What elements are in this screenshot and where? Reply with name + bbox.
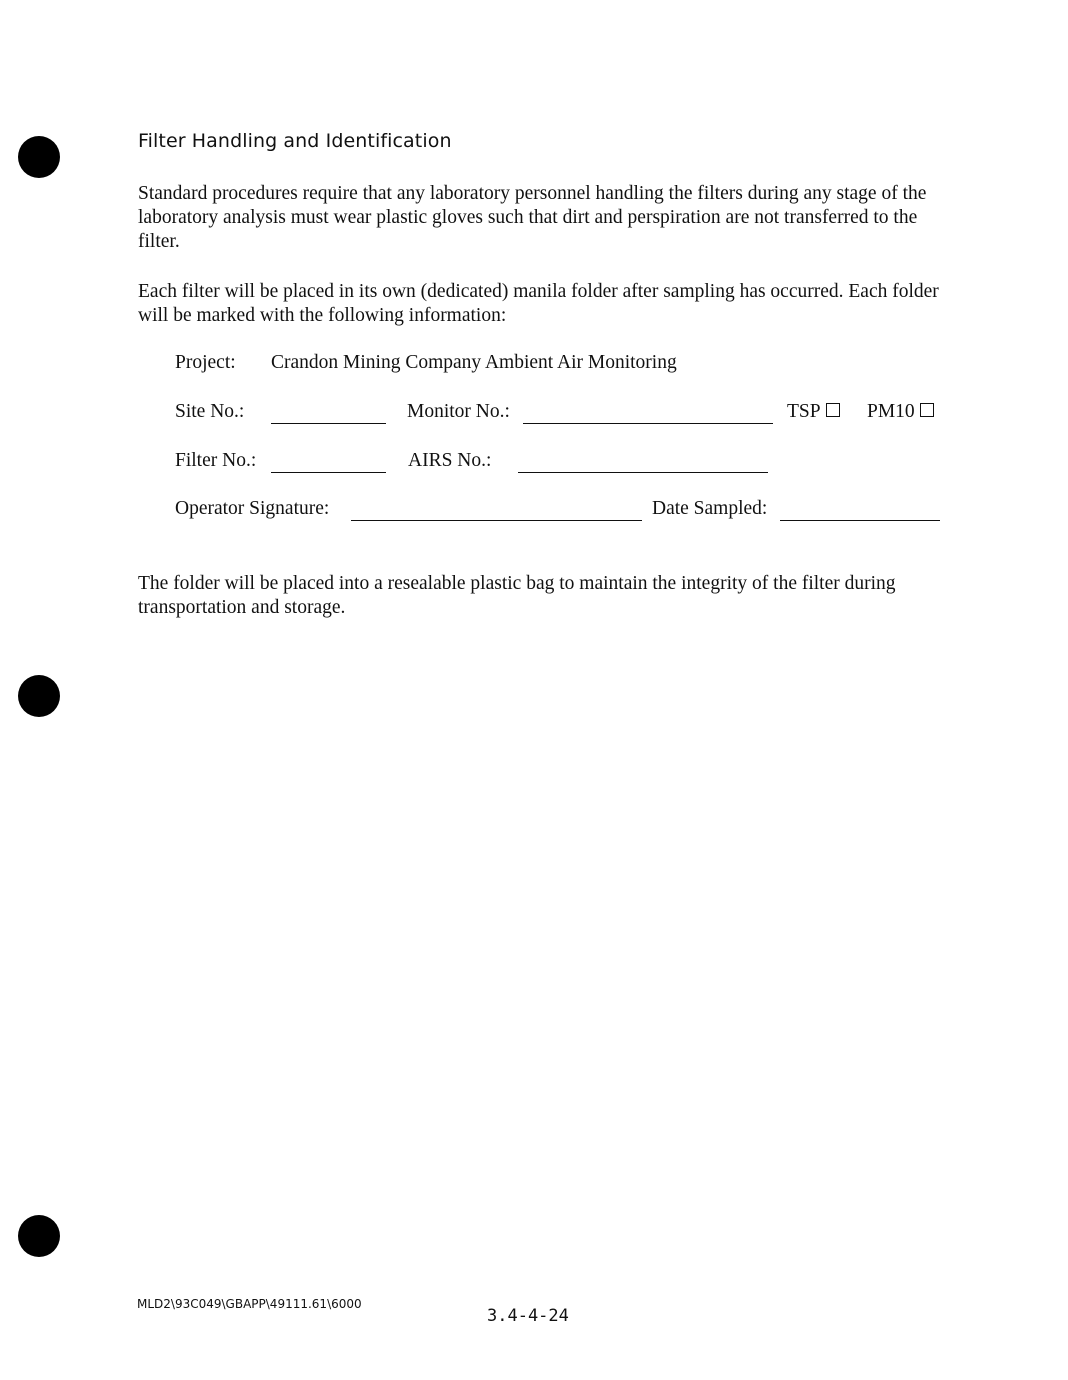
page-number: 3.4-4-24 xyxy=(487,1306,569,1326)
filter-airs-row xyxy=(175,450,975,476)
operator-signature-blank[interactable] xyxy=(351,520,642,521)
date-sampled-blank[interactable] xyxy=(780,520,940,521)
project-label: Project: xyxy=(175,352,236,373)
tsp-checkbox[interactable] xyxy=(826,403,840,417)
section-heading: Filter Handling and Identification xyxy=(138,130,452,152)
operator-date-row xyxy=(175,498,975,524)
site-label: Site No.: xyxy=(175,401,245,422)
paragraph-folder: Each filter will be placed in its own (dedicated) manila folder after sampling has occurred. Each folder will be marked with the following information: xyxy=(138,281,939,326)
site-number-blank[interactable] xyxy=(271,423,386,424)
paragraph-bag: The folder will be placed into a resealable plastic bag to maintain the integrity of the filter during transportation and storage. xyxy=(138,573,896,618)
tsp-option xyxy=(787,401,840,423)
binder-hole-bottom xyxy=(18,1215,60,1257)
site-monitor-row xyxy=(175,401,975,427)
operator-signature-label: Operator Signature: xyxy=(175,498,330,519)
filter-number-blank[interactable] xyxy=(271,472,386,473)
binder-hole-top xyxy=(18,136,60,178)
project-value: Crandon Mining Company Ambient Air Monitoring xyxy=(271,352,677,373)
airs-label: AIRS No.: xyxy=(408,450,492,471)
pm10-checkbox[interactable] xyxy=(920,403,934,417)
monitor-label: Monitor No.: xyxy=(407,401,510,422)
binder-hole-middle xyxy=(18,675,60,717)
document-id: MLD2\93C049\GBAPP\49111.61\6000 xyxy=(137,1297,362,1311)
tsp-label: TSP xyxy=(787,401,821,422)
monitor-number-blank[interactable] xyxy=(523,423,773,424)
project-row xyxy=(175,352,975,378)
paragraph-gloves: Standard procedures require that any laboratory personnel handling the filters during any stage of the laboratory analysis must wear plastic gloves such that dirt and perspiration are not transferred to the filter. xyxy=(138,183,927,252)
pm10-option xyxy=(867,401,934,423)
filter-label: Filter No.: xyxy=(175,450,257,471)
pm10-label: PM10 xyxy=(867,401,915,422)
date-sampled-label: Date Sampled: xyxy=(652,498,768,519)
airs-number-blank[interactable] xyxy=(518,472,768,473)
